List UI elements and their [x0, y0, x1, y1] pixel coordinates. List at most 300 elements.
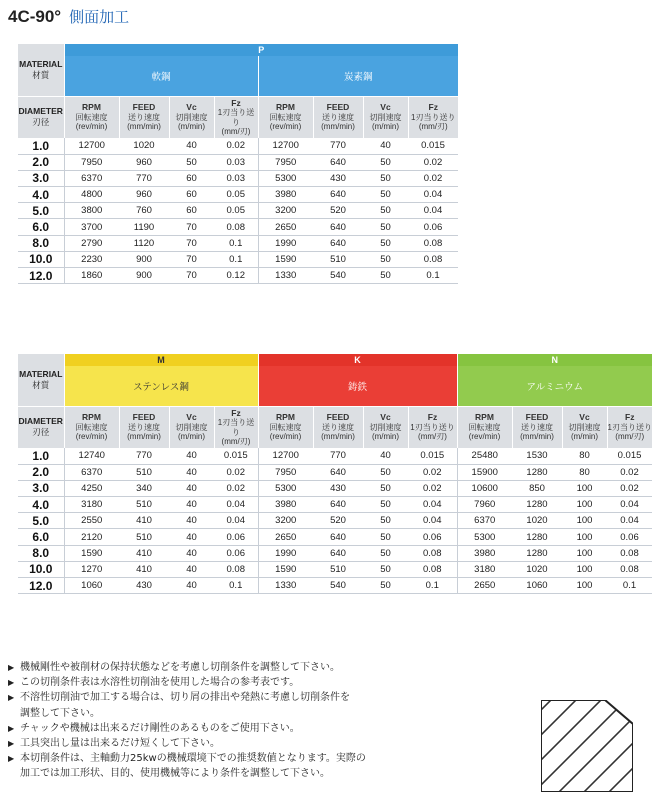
- cell-rpm: 15900: [457, 464, 512, 480]
- diameter-value: 4.0: [18, 497, 64, 513]
- cell-fz: 0.1: [214, 235, 258, 251]
- cutting-table-p: [18, 44, 458, 284]
- column-header-vc: [169, 406, 214, 448]
- column-header-vc-line: (m/min): [177, 432, 206, 442]
- material-name: 軟鋼: [64, 56, 258, 96]
- cell-rpm: 3700: [64, 219, 119, 235]
- cell-feed: 1280: [512, 529, 562, 545]
- cell-feed: 430: [313, 170, 363, 186]
- column-header-fz-line: 1刃当り送り: [411, 112, 456, 122]
- note-marker-icon: ▶: [8, 754, 15, 764]
- cell-vc: 50: [363, 170, 408, 186]
- column-header-fz: [408, 406, 457, 448]
- cell-feed: 640: [313, 464, 363, 480]
- cell-fz: 0.1: [214, 578, 258, 594]
- cell-feed: 1120: [119, 235, 169, 251]
- cell-feed: 640: [313, 545, 363, 561]
- note-item: [8, 766, 438, 781]
- cell-feed: 430: [313, 480, 363, 496]
- cell-rpm: 1060: [64, 578, 119, 594]
- cell-rpm: 6370: [457, 513, 512, 529]
- cell-fz: 0.04: [408, 513, 457, 529]
- column-header-fz-line: 1刃当り送り: [410, 422, 455, 432]
- cell-rpm: 5300: [258, 170, 313, 186]
- category-m: M: [64, 354, 258, 366]
- cell-rpm: 5300: [457, 529, 512, 545]
- column-header-rpm: [258, 96, 313, 138]
- cell-feed: 1530: [512, 448, 562, 464]
- cell-vc: 50: [363, 513, 408, 529]
- column-header-vc: [363, 406, 408, 448]
- material-name: 炭素鋼: [258, 56, 458, 96]
- diameter-value: 12.0: [18, 578, 64, 594]
- cell-fz: 0.1: [408, 578, 457, 594]
- note-item: [8, 736, 438, 751]
- cell-feed: 430: [119, 578, 169, 594]
- column-header-feed: [512, 406, 562, 448]
- cell-vc: 40: [169, 138, 214, 154]
- cell-vc: 50: [363, 219, 408, 235]
- cell-feed: 640: [313, 497, 363, 513]
- column-header-feed-line: FEED: [326, 412, 350, 423]
- column-header-rpm: [64, 406, 119, 448]
- cell-vc: 60: [169, 203, 214, 219]
- note-text: この切削条件表は水溶性切削油を使用した場合の参考表です。: [20, 677, 300, 689]
- diameter-value: 10.0: [18, 251, 64, 267]
- material-name: アルミニウム: [457, 366, 652, 406]
- cell-feed: 770: [119, 448, 169, 464]
- cell-rpm: 6370: [64, 170, 119, 186]
- column-header-fz-line: Fz: [428, 102, 438, 113]
- cell-fz: 0.1: [607, 578, 652, 594]
- cell-fz: 0.04: [214, 497, 258, 513]
- table-row: [18, 251, 458, 267]
- material-label-en: MATERIAL: [19, 58, 63, 69]
- column-header-vc-line: 切削速度: [369, 112, 402, 122]
- table-row: [18, 170, 458, 186]
- column-header-feed-line: 送り速度: [322, 422, 354, 432]
- column-header-fz: [214, 406, 258, 448]
- cell-fz: 0.015: [607, 448, 652, 464]
- cell-feed: 760: [119, 203, 169, 219]
- column-header-vc-line: 切削速度: [568, 422, 601, 432]
- tool-code: 4C-90°: [8, 7, 62, 26]
- cell-feed: 1020: [512, 513, 562, 529]
- diameter-label-jp: 刃径: [32, 117, 50, 128]
- cell-fz: 0.04: [408, 187, 458, 203]
- cell-feed: 640: [313, 187, 363, 203]
- cell-fz: 0.03: [214, 154, 258, 170]
- diameter-value: 8.0: [18, 235, 64, 251]
- column-header-rpm: [457, 406, 512, 448]
- diameter-value: 1.0: [18, 138, 64, 154]
- cell-vc: 50: [363, 251, 408, 267]
- table-row: [18, 513, 652, 529]
- column-header-vc-line: 切削速度: [175, 422, 208, 432]
- cell-rpm: 3180: [457, 561, 512, 577]
- column-header-vc-line: Vc: [186, 412, 197, 423]
- column-header-rpm-line: 回転速度: [468, 422, 501, 432]
- cell-vc: 40: [363, 448, 408, 464]
- cell-rpm: 7950: [64, 154, 119, 170]
- cell-rpm: 3200: [258, 513, 313, 529]
- cell-feed: 640: [313, 529, 363, 545]
- table-row: [18, 235, 458, 251]
- cutting-table-mkn: [18, 354, 652, 594]
- column-header-rpm-line: 回転速度: [269, 422, 302, 432]
- cell-vc: 40: [169, 529, 214, 545]
- cell-vc: 40: [169, 464, 214, 480]
- cell-fz: 0.08: [408, 235, 458, 251]
- cell-feed: 770: [313, 138, 363, 154]
- column-header-rpm-line: (rev/min): [75, 122, 108, 132]
- diameter-value: 12.0: [18, 268, 64, 284]
- note-text: チャックや機械は出来るだけ剛性のあるものをご使用下さい。: [20, 722, 300, 734]
- column-header-rpm-line: 回転速度: [269, 112, 302, 122]
- category-p: P: [64, 44, 458, 56]
- note-text: 調整して下さい。: [20, 707, 100, 719]
- table-row: [18, 138, 458, 154]
- column-header-fz-line: 1刃当り送り: [607, 422, 652, 432]
- diameter-value: 6.0: [18, 219, 64, 235]
- cell-vc: 50: [363, 529, 408, 545]
- cell-fz: 0.02: [408, 464, 457, 480]
- cell-rpm: 1990: [258, 235, 313, 251]
- cell-vc: 60: [169, 170, 214, 186]
- notes-list: [8, 660, 438, 782]
- cell-vc: 40: [169, 513, 214, 529]
- diameter-value: 2.0: [18, 464, 64, 480]
- column-header-rpm-line: (rev/min): [468, 432, 501, 442]
- cell-fz: 0.015: [214, 448, 258, 464]
- table-row: [18, 545, 652, 561]
- cell-vc: 50: [363, 480, 408, 496]
- cell-rpm: 25480: [457, 448, 512, 464]
- cell-vc: 100: [562, 578, 607, 594]
- cell-feed: 1020: [512, 561, 562, 577]
- column-header-feed-line: FEED: [132, 412, 156, 423]
- cell-feed: 640: [313, 154, 363, 170]
- table-row: [18, 154, 458, 170]
- cell-feed: 410: [119, 545, 169, 561]
- category-k: K: [258, 354, 457, 366]
- column-header-feed-line: 送り速度: [322, 112, 354, 122]
- cell-fz: 0.06: [408, 219, 458, 235]
- column-header-feed-line: (mm/min): [127, 432, 161, 442]
- column-header-vc: [363, 96, 408, 138]
- diameter-label: [18, 406, 64, 448]
- cell-vc: 50: [363, 497, 408, 513]
- cell-fz: 0.12: [214, 268, 258, 284]
- cell-feed: 1280: [512, 464, 562, 480]
- cell-fz: 0.02: [408, 154, 458, 170]
- note-text: 機械剛性や被削材の保持状態などを考慮し切削条件を調整して下さい。: [20, 662, 340, 673]
- cell-vc: 50: [363, 235, 408, 251]
- machining-type: 側面加工: [69, 9, 130, 26]
- cell-rpm: 2550: [64, 513, 119, 529]
- cell-feed: 1280: [512, 497, 562, 513]
- cell-fz: 0.02: [607, 480, 652, 496]
- column-header-rpm-line: RPM: [276, 102, 295, 113]
- cell-rpm: 2790: [64, 235, 119, 251]
- cell-rpm: 4800: [64, 187, 119, 203]
- table-row: [18, 448, 652, 464]
- cell-feed: 1060: [512, 578, 562, 594]
- cell-vc: 100: [562, 545, 607, 561]
- cell-vc: 80: [562, 448, 607, 464]
- cell-vc: 100: [562, 561, 607, 577]
- column-header-vc-line: (m/min): [371, 122, 400, 132]
- cell-fz: 0.08: [214, 561, 258, 577]
- cell-vc: 40: [169, 561, 214, 577]
- cell-fz: 0.08: [408, 251, 458, 267]
- cell-feed: 510: [119, 464, 169, 480]
- cell-fz: 0.05: [214, 203, 258, 219]
- cell-feed: 960: [119, 154, 169, 170]
- cell-feed: 410: [119, 513, 169, 529]
- cell-fz: 0.02: [408, 480, 457, 496]
- column-header-fz-line: (mm/刃): [418, 122, 448, 132]
- diameter-label-en: DIAMETER: [18, 106, 63, 117]
- diameter-label: [18, 96, 64, 138]
- cell-vc: 50: [363, 545, 408, 561]
- cell-feed: 1190: [119, 219, 169, 235]
- column-header-feed-line: (mm/min): [127, 122, 161, 132]
- column-header-fz-line: Fz: [625, 412, 635, 423]
- table-row: [18, 464, 652, 480]
- cell-fz: 0.08: [408, 561, 457, 577]
- cell-rpm: 12700: [258, 448, 313, 464]
- cell-vc: 70: [169, 268, 214, 284]
- column-header-fz-line: 1刃当り送り: [217, 108, 255, 127]
- column-header-vc-line: (m/min): [371, 432, 400, 442]
- table-row: [18, 219, 458, 235]
- cell-vc: 70: [169, 235, 214, 251]
- column-header-feed-line: FEED: [326, 102, 350, 113]
- cell-rpm: 3180: [64, 497, 119, 513]
- cell-rpm: 2650: [258, 219, 313, 235]
- table-row: [18, 497, 652, 513]
- cell-fz: 0.02: [607, 464, 652, 480]
- column-header-rpm-line: (rev/min): [269, 122, 302, 132]
- column-header-fz-line: (mm/刃): [615, 432, 645, 442]
- column-header-feed: [313, 406, 363, 448]
- cell-rpm: 2230: [64, 251, 119, 267]
- column-header-rpm-line: RPM: [475, 412, 494, 423]
- cell-feed: 520: [313, 203, 363, 219]
- material-label: [18, 354, 64, 406]
- material-label-jp: 材質: [32, 379, 50, 390]
- cell-feed: 1020: [119, 138, 169, 154]
- cell-rpm: 10600: [457, 480, 512, 496]
- cell-feed: 510: [313, 251, 363, 267]
- cell-rpm: 1590: [64, 545, 119, 561]
- cell-feed: 340: [119, 480, 169, 496]
- cell-feed: 770: [119, 170, 169, 186]
- cell-vc: 100: [562, 529, 607, 545]
- column-header-fz: [607, 406, 652, 448]
- column-header-feed-line: 送り速度: [521, 422, 553, 432]
- diameter-value: 2.0: [18, 154, 64, 170]
- cell-fz: 0.015: [408, 138, 458, 154]
- table-row: [18, 203, 458, 219]
- cell-vc: 40: [363, 138, 408, 154]
- diameter-value: 1.0: [18, 448, 64, 464]
- cell-feed: 520: [313, 513, 363, 529]
- cell-vc: 40: [169, 480, 214, 496]
- column-header-fz-line: (mm/刃): [221, 436, 251, 446]
- cell-feed: 850: [512, 480, 562, 496]
- cell-fz: 0.03: [214, 170, 258, 186]
- note-marker-icon: ▶: [8, 693, 15, 703]
- cell-rpm: 1270: [64, 561, 119, 577]
- note-item: [8, 751, 438, 766]
- column-header-feed-line: (mm/min): [520, 432, 554, 442]
- column-header-feed-line: 送り速度: [128, 112, 160, 122]
- cell-vc: 50: [363, 578, 408, 594]
- cell-feed: 510: [119, 529, 169, 545]
- column-header-vc-line: Vc: [380, 102, 391, 113]
- cell-rpm: 12700: [64, 138, 119, 154]
- cell-vc: 50: [363, 154, 408, 170]
- column-header-feed: [119, 96, 169, 138]
- cell-feed: 900: [119, 268, 169, 284]
- cell-rpm: 4250: [64, 480, 119, 496]
- note-item: [8, 706, 438, 721]
- column-header-rpm-line: (rev/min): [75, 432, 108, 442]
- column-header-vc-line: Vc: [380, 412, 391, 423]
- diameter-value: 5.0: [18, 513, 64, 529]
- column-header-fz-line: 1刃当り送り: [217, 418, 255, 437]
- column-header-rpm-line: (rev/min): [269, 432, 302, 442]
- cell-fz: 0.04: [408, 497, 457, 513]
- cell-vc: 70: [169, 219, 214, 235]
- cell-vc: 50: [363, 464, 408, 480]
- cell-rpm: 7950: [258, 464, 313, 480]
- diameter-value: 5.0: [18, 203, 64, 219]
- bleed-through-artifact: [440, 2, 650, 32]
- cell-fz: 0.1: [214, 251, 258, 267]
- cell-fz: 0.04: [607, 497, 652, 513]
- cell-fz: 0.04: [408, 203, 458, 219]
- column-header-rpm-line: 回転速度: [75, 112, 108, 122]
- table-row: [18, 578, 652, 594]
- column-header-feed-line: FEED: [525, 412, 549, 423]
- cell-fz: 0.06: [214, 529, 258, 545]
- note-marker-icon: ▶: [8, 723, 15, 733]
- note-text: 工具突出し量は出来るだけ短くして下さい。: [20, 738, 220, 750]
- cell-vc: 50: [169, 154, 214, 170]
- table-row: [18, 529, 652, 545]
- column-header-feed-line: 送り速度: [128, 422, 160, 432]
- cell-vc: 50: [363, 203, 408, 219]
- column-header-rpm-line: RPM: [82, 412, 101, 423]
- cell-fz: 0.05: [214, 187, 258, 203]
- column-header-feed: [313, 96, 363, 138]
- column-header-vc-line: (m/min): [177, 122, 206, 132]
- note-text: 不溶性切削油で加工する場合は、切り屑の排出や発熱に考慮し切削条件を: [20, 692, 350, 704]
- cell-vc: 70: [169, 251, 214, 267]
- cell-rpm: 3980: [258, 497, 313, 513]
- cell-vc: 50: [363, 187, 408, 203]
- column-header-rpm-line: RPM: [82, 102, 101, 113]
- cell-rpm: 7950: [258, 154, 313, 170]
- material-label-en: MATERIAL: [19, 368, 63, 379]
- column-header-fz: [214, 96, 258, 138]
- cell-rpm: 1990: [258, 545, 313, 561]
- table-row: [18, 268, 458, 284]
- cell-rpm: 3200: [258, 203, 313, 219]
- diameter-value: 8.0: [18, 545, 64, 561]
- cell-fz: 0.06: [214, 545, 258, 561]
- column-header-vc-line: 切削速度: [369, 422, 402, 432]
- cell-rpm: 3800: [64, 203, 119, 219]
- cell-feed: 510: [119, 497, 169, 513]
- column-header-rpm: [258, 406, 313, 448]
- material-label-jp: 材質: [32, 69, 50, 80]
- cell-rpm: 3980: [457, 545, 512, 561]
- cell-fz: 0.02: [214, 138, 258, 154]
- column-header-fz-line: (mm/刃): [221, 126, 251, 136]
- cell-vc: 60: [169, 187, 214, 203]
- cell-rpm: 3980: [258, 187, 313, 203]
- cell-feed: 770: [313, 448, 363, 464]
- column-header-rpm: [64, 96, 119, 138]
- diameter-label-jp: 刃径: [32, 427, 50, 438]
- cell-vc: 80: [562, 464, 607, 480]
- cell-feed: 640: [313, 235, 363, 251]
- column-header-rpm-line: 回転速度: [75, 422, 108, 432]
- cell-rpm: 1330: [258, 578, 313, 594]
- cell-fz: 0.06: [408, 529, 457, 545]
- cell-feed: 900: [119, 251, 169, 267]
- table-row: [18, 187, 458, 203]
- cell-feed: 410: [119, 561, 169, 577]
- cell-fz: 0.06: [607, 529, 652, 545]
- cell-vc: 40: [169, 497, 214, 513]
- cell-feed: 960: [119, 187, 169, 203]
- cell-vc: 50: [363, 561, 408, 577]
- note-text: 本切削条件は、主軸動力25kwの機械環境下での推奨数値となります。実際の: [20, 753, 366, 765]
- note-marker-icon: ▶: [8, 663, 15, 672]
- cell-feed: 640: [313, 219, 363, 235]
- diameter-label-en: DIAMETER: [18, 416, 63, 427]
- note-marker-icon: ▶: [8, 678, 15, 688]
- material-name: 鋳鉄: [258, 366, 457, 406]
- cell-fz: 0.08: [607, 561, 652, 577]
- cell-rpm: 1330: [258, 268, 313, 284]
- cell-feed: 540: [313, 268, 363, 284]
- note-text: 加工では加工形状、目的、使用機械等により条件を調整して下さい。: [20, 768, 330, 780]
- cell-fz: 0.04: [214, 513, 258, 529]
- cell-feed: 1280: [512, 545, 562, 561]
- column-header-fz-line: Fz: [231, 407, 241, 418]
- diameter-value: 3.0: [18, 480, 64, 496]
- diameter-value: 6.0: [18, 529, 64, 545]
- material-name: ステンレス鋼: [64, 366, 258, 406]
- side-milling-diagram: [541, 700, 633, 792]
- cell-feed: 510: [313, 561, 363, 577]
- diameter-value: 4.0: [18, 187, 64, 203]
- column-header-vc-line: 切削速度: [175, 112, 208, 122]
- cell-fz: 0.1: [408, 268, 458, 284]
- cell-rpm: 2650: [258, 529, 313, 545]
- cell-rpm: 1590: [258, 561, 313, 577]
- column-header-vc: [562, 406, 607, 448]
- cell-rpm: 2120: [64, 529, 119, 545]
- column-header-feed: [119, 406, 169, 448]
- category-n: N: [457, 354, 652, 366]
